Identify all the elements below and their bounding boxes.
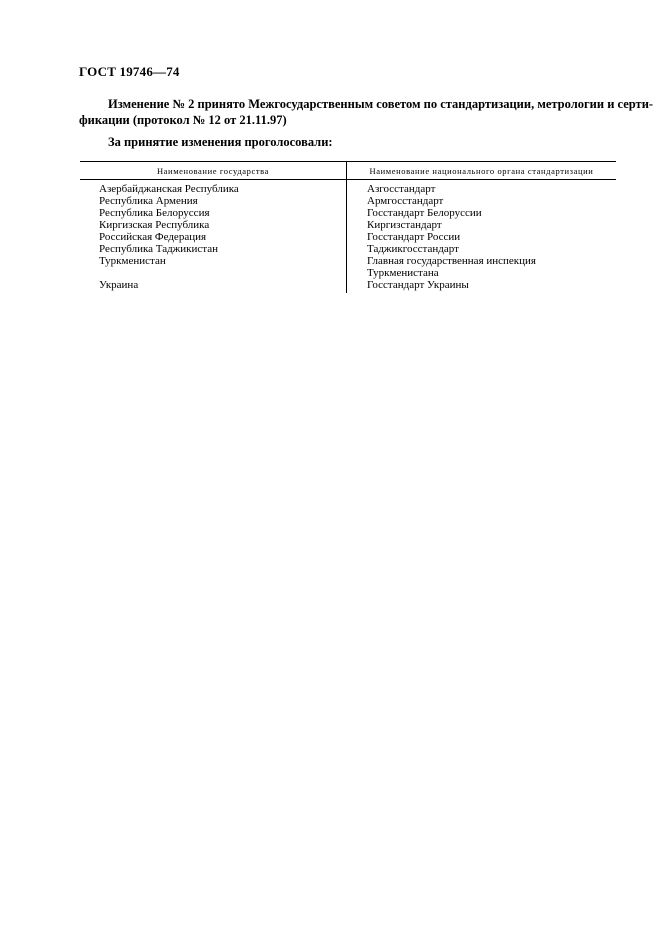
- state-cell: Киргизская Республика: [99, 219, 210, 231]
- states-column: [99, 183, 239, 291]
- org-cell: Азгосстандарт: [367, 183, 436, 195]
- org-cell: Госстандарт Украины: [367, 279, 469, 291]
- orgs-column: [367, 183, 536, 291]
- change-note-line-1: Изменение № 2 принято Межгосударственным советом по стандартизации, метрологии и серти-: [108, 97, 654, 111]
- state-cell: Украина: [99, 279, 139, 291]
- change-note-line-2: фикации (протокол № 12 от 21.11.97): [79, 113, 287, 127]
- state-cell: Туркменистан: [99, 255, 166, 267]
- document-code: ГОСТ 19746—74: [79, 64, 180, 79]
- table-column-divider: [346, 161, 347, 293]
- org-cell: Госстандарт России: [367, 231, 461, 243]
- vote-heading: За принятие изменения проголосовали:: [108, 135, 333, 149]
- header-org: Наименование национального органа стандартизации: [369, 166, 594, 176]
- org-cell: Главная государственная инспекция: [367, 255, 536, 267]
- table-header-rule: [80, 179, 616, 180]
- state-cell: Российская Федерация: [99, 231, 207, 243]
- table-top-rule: [80, 161, 616, 162]
- org-cell: Армгосстандарт: [367, 195, 444, 207]
- state-cell: Республика Армения: [99, 195, 198, 207]
- org-cell: Таджикгосстандарт: [367, 243, 459, 255]
- header-state: Наименование государства: [156, 166, 270, 176]
- org-cell: Госстандарт Белоруссии: [367, 207, 482, 219]
- state-cell: Азербайджанская Республика: [99, 183, 239, 195]
- voting-table: [80, 161, 616, 293]
- state-cell: Республика Таджикистан: [99, 243, 218, 255]
- org-cell-continuation: Туркменистана: [367, 267, 439, 279]
- change-note: [79, 96, 654, 128]
- org-cell: Киргизстандарт: [367, 219, 442, 231]
- state-cell: Республика Белоруссия: [99, 207, 210, 219]
